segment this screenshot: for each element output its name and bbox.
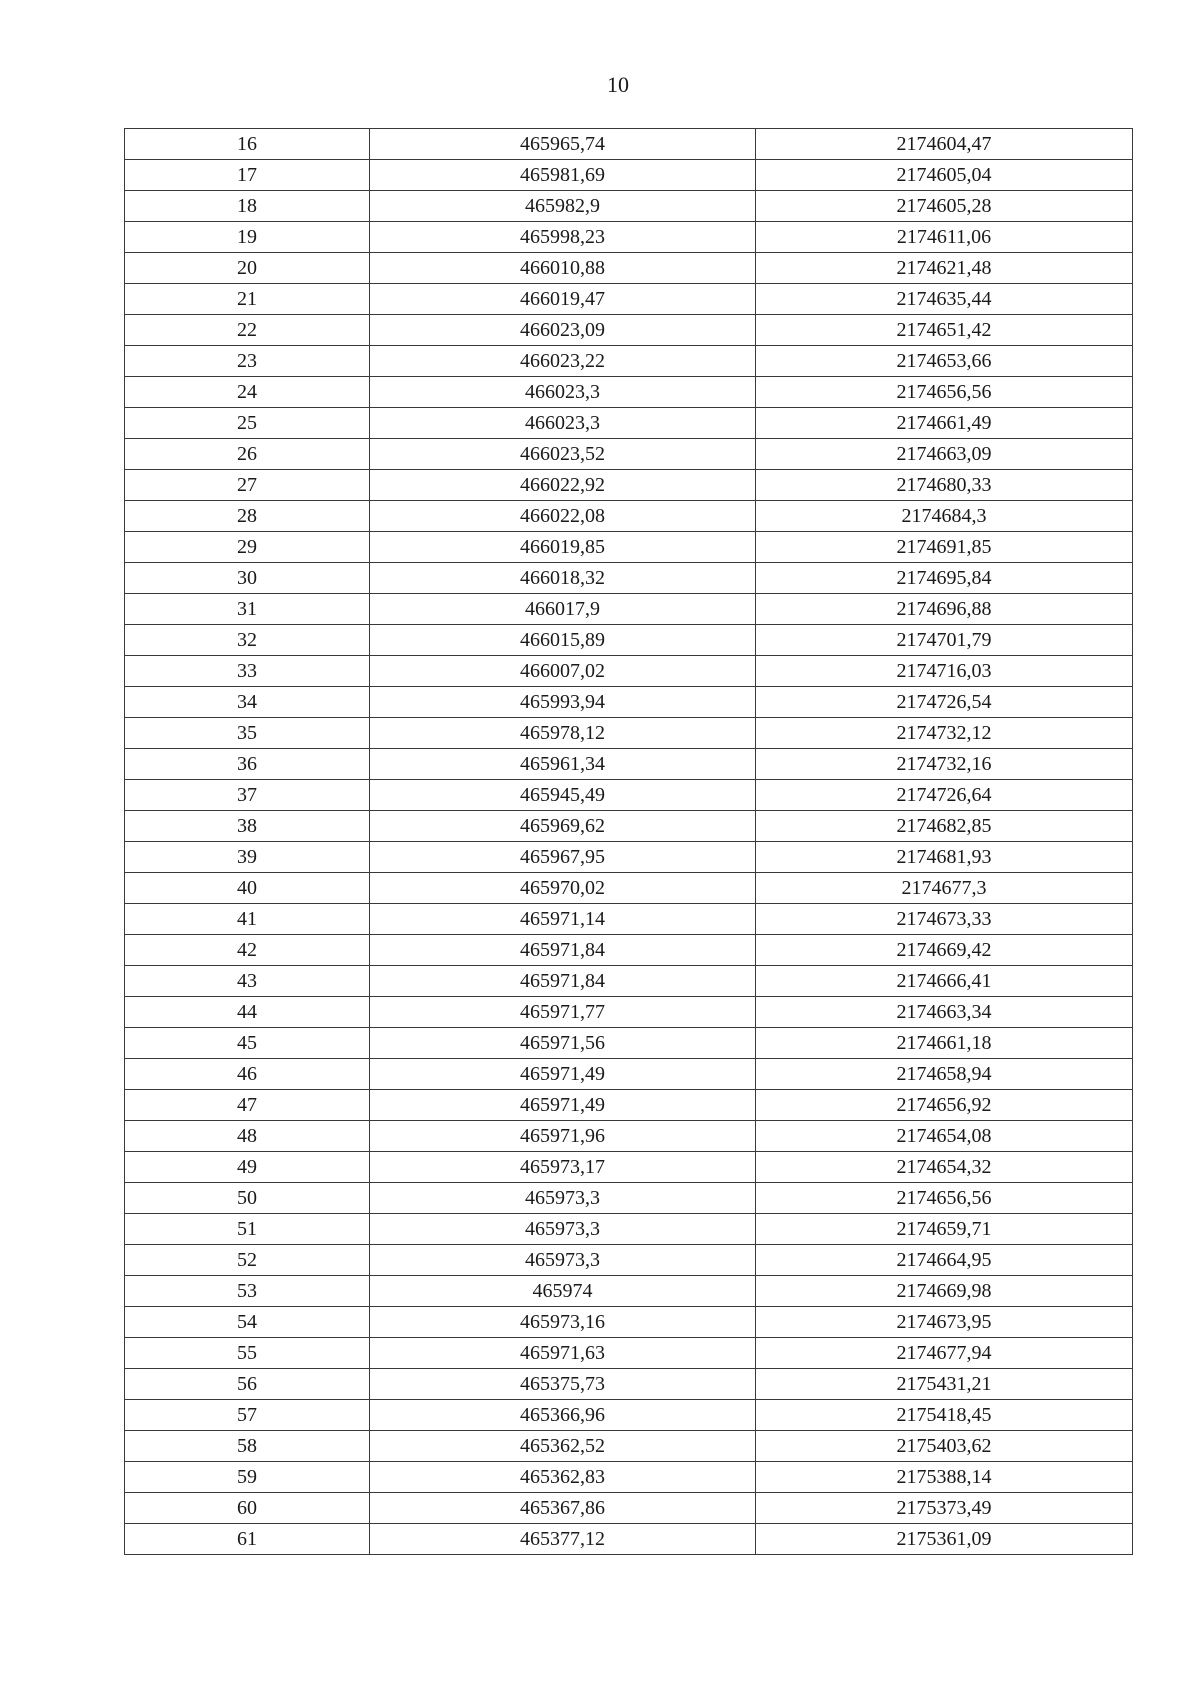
point-number-cell: 49 bbox=[125, 1152, 370, 1183]
table-row bbox=[125, 222, 1133, 253]
coordinates-table-body bbox=[125, 129, 1133, 1555]
table-row bbox=[125, 904, 1133, 935]
y-coordinate-cell: 2174695,84 bbox=[756, 563, 1133, 594]
y-coordinate-cell: 2175361,09 bbox=[756, 1524, 1133, 1555]
point-number-cell: 20 bbox=[125, 253, 370, 284]
x-coordinate-cell: 465971,84 bbox=[370, 935, 756, 966]
y-coordinate-cell: 2174654,08 bbox=[756, 1121, 1133, 1152]
table-row bbox=[125, 625, 1133, 656]
y-coordinate-cell: 2174716,03 bbox=[756, 656, 1133, 687]
table-row bbox=[125, 1276, 1133, 1307]
point-number-cell: 56 bbox=[125, 1369, 370, 1400]
table-row bbox=[125, 1462, 1133, 1493]
table-row bbox=[125, 160, 1133, 191]
point-number-cell: 39 bbox=[125, 842, 370, 873]
y-coordinate-cell: 2174651,42 bbox=[756, 315, 1133, 346]
y-coordinate-cell: 2174664,95 bbox=[756, 1245, 1133, 1276]
y-coordinate-cell: 2175388,14 bbox=[756, 1462, 1133, 1493]
point-number-cell: 36 bbox=[125, 749, 370, 780]
x-coordinate-cell: 466015,89 bbox=[370, 625, 756, 656]
y-coordinate-cell: 2175403,62 bbox=[756, 1431, 1133, 1462]
x-coordinate-cell: 465973,3 bbox=[370, 1245, 756, 1276]
x-coordinate-cell: 466019,85 bbox=[370, 532, 756, 563]
coordinates-table bbox=[124, 128, 1133, 1555]
x-coordinate-cell: 466018,32 bbox=[370, 563, 756, 594]
point-number-cell: 44 bbox=[125, 997, 370, 1028]
y-coordinate-cell: 2174656,92 bbox=[756, 1090, 1133, 1121]
y-coordinate-cell: 2174673,33 bbox=[756, 904, 1133, 935]
table-row bbox=[125, 687, 1133, 718]
point-number-cell: 60 bbox=[125, 1493, 370, 1524]
point-number-cell: 54 bbox=[125, 1307, 370, 1338]
x-coordinate-cell: 465974 bbox=[370, 1276, 756, 1307]
y-coordinate-cell: 2174656,56 bbox=[756, 1183, 1133, 1214]
y-coordinate-cell: 2174661,18 bbox=[756, 1028, 1133, 1059]
y-coordinate-cell: 2174611,06 bbox=[756, 222, 1133, 253]
point-number-cell: 32 bbox=[125, 625, 370, 656]
y-coordinate-cell: 2174701,79 bbox=[756, 625, 1133, 656]
x-coordinate-cell: 465362,83 bbox=[370, 1462, 756, 1493]
table-row bbox=[125, 1183, 1133, 1214]
table-row bbox=[125, 656, 1133, 687]
y-coordinate-cell: 2174621,48 bbox=[756, 253, 1133, 284]
y-coordinate-cell: 2174677,94 bbox=[756, 1338, 1133, 1369]
x-coordinate-cell: 466019,47 bbox=[370, 284, 756, 315]
table-row bbox=[125, 749, 1133, 780]
x-coordinate-cell: 465969,62 bbox=[370, 811, 756, 842]
table-row bbox=[125, 718, 1133, 749]
x-coordinate-cell: 465971,56 bbox=[370, 1028, 756, 1059]
x-coordinate-cell: 465967,95 bbox=[370, 842, 756, 873]
y-coordinate-cell: 2174663,09 bbox=[756, 439, 1133, 470]
y-coordinate-cell: 2174726,54 bbox=[756, 687, 1133, 718]
table-row bbox=[125, 1121, 1133, 1152]
y-coordinate-cell: 2174666,41 bbox=[756, 966, 1133, 997]
x-coordinate-cell: 465945,49 bbox=[370, 780, 756, 811]
point-number-cell: 58 bbox=[125, 1431, 370, 1462]
point-number-cell: 53 bbox=[125, 1276, 370, 1307]
point-number-cell: 18 bbox=[125, 191, 370, 222]
y-coordinate-cell: 2174604,47 bbox=[756, 129, 1133, 160]
y-coordinate-cell: 2174658,94 bbox=[756, 1059, 1133, 1090]
table-row bbox=[125, 1059, 1133, 1090]
x-coordinate-cell: 466023,09 bbox=[370, 315, 756, 346]
table-row bbox=[125, 1493, 1133, 1524]
x-coordinate-cell: 465973,3 bbox=[370, 1183, 756, 1214]
y-coordinate-cell: 2174661,49 bbox=[756, 408, 1133, 439]
table-row bbox=[125, 1090, 1133, 1121]
y-coordinate-cell: 2174605,28 bbox=[756, 191, 1133, 222]
y-coordinate-cell: 2175418,45 bbox=[756, 1400, 1133, 1431]
point-number-cell: 27 bbox=[125, 470, 370, 501]
table-row bbox=[125, 1245, 1133, 1276]
table-row bbox=[125, 1524, 1133, 1555]
x-coordinate-cell: 465973,16 bbox=[370, 1307, 756, 1338]
point-number-cell: 41 bbox=[125, 904, 370, 935]
point-number-cell: 38 bbox=[125, 811, 370, 842]
table-row bbox=[125, 873, 1133, 904]
point-number-cell: 47 bbox=[125, 1090, 370, 1121]
point-number-cell: 51 bbox=[125, 1214, 370, 1245]
point-number-cell: 35 bbox=[125, 718, 370, 749]
table-row bbox=[125, 811, 1133, 842]
point-number-cell: 16 bbox=[125, 129, 370, 160]
point-number-cell: 29 bbox=[125, 532, 370, 563]
point-number-cell: 48 bbox=[125, 1121, 370, 1152]
y-coordinate-cell: 2174726,64 bbox=[756, 780, 1133, 811]
x-coordinate-cell: 465973,3 bbox=[370, 1214, 756, 1245]
table-row bbox=[125, 1400, 1133, 1431]
y-coordinate-cell: 2174669,42 bbox=[756, 935, 1133, 966]
x-coordinate-cell: 465362,52 bbox=[370, 1431, 756, 1462]
table-row bbox=[125, 563, 1133, 594]
y-coordinate-cell: 2174684,3 bbox=[756, 501, 1133, 532]
point-number-cell: 28 bbox=[125, 501, 370, 532]
y-coordinate-cell: 2174677,3 bbox=[756, 873, 1133, 904]
y-coordinate-cell: 2174605,04 bbox=[756, 160, 1133, 191]
point-number-cell: 31 bbox=[125, 594, 370, 625]
x-coordinate-cell: 465971,84 bbox=[370, 966, 756, 997]
table-row bbox=[125, 315, 1133, 346]
point-number-cell: 37 bbox=[125, 780, 370, 811]
point-number-cell: 24 bbox=[125, 377, 370, 408]
x-coordinate-cell: 465998,23 bbox=[370, 222, 756, 253]
y-coordinate-cell: 2174691,85 bbox=[756, 532, 1133, 563]
x-coordinate-cell: 465375,73 bbox=[370, 1369, 756, 1400]
table-row bbox=[125, 594, 1133, 625]
point-number-cell: 19 bbox=[125, 222, 370, 253]
point-number-cell: 46 bbox=[125, 1059, 370, 1090]
table-row bbox=[125, 470, 1133, 501]
page-number: 10 bbox=[607, 72, 629, 97]
table-row bbox=[125, 532, 1133, 563]
table-row bbox=[125, 780, 1133, 811]
point-number-cell: 17 bbox=[125, 160, 370, 191]
point-number-cell: 50 bbox=[125, 1183, 370, 1214]
x-coordinate-cell: 465377,12 bbox=[370, 1524, 756, 1555]
table-row bbox=[125, 1369, 1133, 1400]
table-row bbox=[125, 377, 1133, 408]
table-row bbox=[125, 935, 1133, 966]
y-coordinate-cell: 2174653,66 bbox=[756, 346, 1133, 377]
y-coordinate-cell: 2174654,32 bbox=[756, 1152, 1133, 1183]
x-coordinate-cell: 465981,69 bbox=[370, 160, 756, 191]
x-coordinate-cell: 465971,49 bbox=[370, 1090, 756, 1121]
point-number-cell: 33 bbox=[125, 656, 370, 687]
x-coordinate-cell: 466010,88 bbox=[370, 253, 756, 284]
y-coordinate-cell: 2174732,12 bbox=[756, 718, 1133, 749]
y-coordinate-cell: 2174669,98 bbox=[756, 1276, 1133, 1307]
table-row bbox=[125, 1307, 1133, 1338]
y-coordinate-cell: 2174673,95 bbox=[756, 1307, 1133, 1338]
x-coordinate-cell: 466023,3 bbox=[370, 408, 756, 439]
point-number-cell: 43 bbox=[125, 966, 370, 997]
table-row bbox=[125, 1152, 1133, 1183]
point-number-cell: 22 bbox=[125, 315, 370, 346]
point-number-cell: 57 bbox=[125, 1400, 370, 1431]
x-coordinate-cell: 465961,34 bbox=[370, 749, 756, 780]
x-coordinate-cell: 465366,96 bbox=[370, 1400, 756, 1431]
table-row bbox=[125, 408, 1133, 439]
x-coordinate-cell: 466023,3 bbox=[370, 377, 756, 408]
x-coordinate-cell: 465971,77 bbox=[370, 997, 756, 1028]
table-row bbox=[125, 129, 1133, 160]
x-coordinate-cell: 465978,12 bbox=[370, 718, 756, 749]
table-row bbox=[125, 1338, 1133, 1369]
point-number-cell: 23 bbox=[125, 346, 370, 377]
y-coordinate-cell: 2174682,85 bbox=[756, 811, 1133, 842]
y-coordinate-cell: 2175431,21 bbox=[756, 1369, 1133, 1400]
x-coordinate-cell: 466023,52 bbox=[370, 439, 756, 470]
table-row bbox=[125, 501, 1133, 532]
x-coordinate-cell: 465970,02 bbox=[370, 873, 756, 904]
x-coordinate-cell: 465993,94 bbox=[370, 687, 756, 718]
point-number-cell: 40 bbox=[125, 873, 370, 904]
y-coordinate-cell: 2174732,16 bbox=[756, 749, 1133, 780]
y-coordinate-cell: 2174659,71 bbox=[756, 1214, 1133, 1245]
y-coordinate-cell: 2174635,44 bbox=[756, 284, 1133, 315]
table-row bbox=[125, 191, 1133, 222]
table-row bbox=[125, 346, 1133, 377]
point-number-cell: 42 bbox=[125, 935, 370, 966]
table-row bbox=[125, 1431, 1133, 1462]
y-coordinate-cell: 2174680,33 bbox=[756, 470, 1133, 501]
x-coordinate-cell: 466007,02 bbox=[370, 656, 756, 687]
x-coordinate-cell: 465367,86 bbox=[370, 1493, 756, 1524]
y-coordinate-cell: 2175373,49 bbox=[756, 1493, 1133, 1524]
point-number-cell: 61 bbox=[125, 1524, 370, 1555]
point-number-cell: 59 bbox=[125, 1462, 370, 1493]
table-row bbox=[125, 842, 1133, 873]
x-coordinate-cell: 466023,22 bbox=[370, 346, 756, 377]
table-row bbox=[125, 966, 1133, 997]
y-coordinate-cell: 2174656,56 bbox=[756, 377, 1133, 408]
point-number-cell: 55 bbox=[125, 1338, 370, 1369]
y-coordinate-cell: 2174696,88 bbox=[756, 594, 1133, 625]
table-row bbox=[125, 997, 1133, 1028]
point-number-cell: 26 bbox=[125, 439, 370, 470]
x-coordinate-cell: 465971,14 bbox=[370, 904, 756, 935]
table-row bbox=[125, 1214, 1133, 1245]
x-coordinate-cell: 465971,49 bbox=[370, 1059, 756, 1090]
point-number-cell: 45 bbox=[125, 1028, 370, 1059]
x-coordinate-cell: 465973,17 bbox=[370, 1152, 756, 1183]
y-coordinate-cell: 2174681,93 bbox=[756, 842, 1133, 873]
x-coordinate-cell: 465965,74 bbox=[370, 129, 756, 160]
table-row bbox=[125, 439, 1133, 470]
point-number-cell: 21 bbox=[125, 284, 370, 315]
point-number-cell: 30 bbox=[125, 563, 370, 594]
x-coordinate-cell: 466017,9 bbox=[370, 594, 756, 625]
table-row bbox=[125, 284, 1133, 315]
point-number-cell: 25 bbox=[125, 408, 370, 439]
x-coordinate-cell: 465971,63 bbox=[370, 1338, 756, 1369]
x-coordinate-cell: 466022,08 bbox=[370, 501, 756, 532]
table-row bbox=[125, 253, 1133, 284]
x-coordinate-cell: 465982,9 bbox=[370, 191, 756, 222]
point-number-cell: 52 bbox=[125, 1245, 370, 1276]
x-coordinate-cell: 465971,96 bbox=[370, 1121, 756, 1152]
point-number-cell: 34 bbox=[125, 687, 370, 718]
table-row bbox=[125, 1028, 1133, 1059]
y-coordinate-cell: 2174663,34 bbox=[756, 997, 1133, 1028]
x-coordinate-cell: 466022,92 bbox=[370, 470, 756, 501]
